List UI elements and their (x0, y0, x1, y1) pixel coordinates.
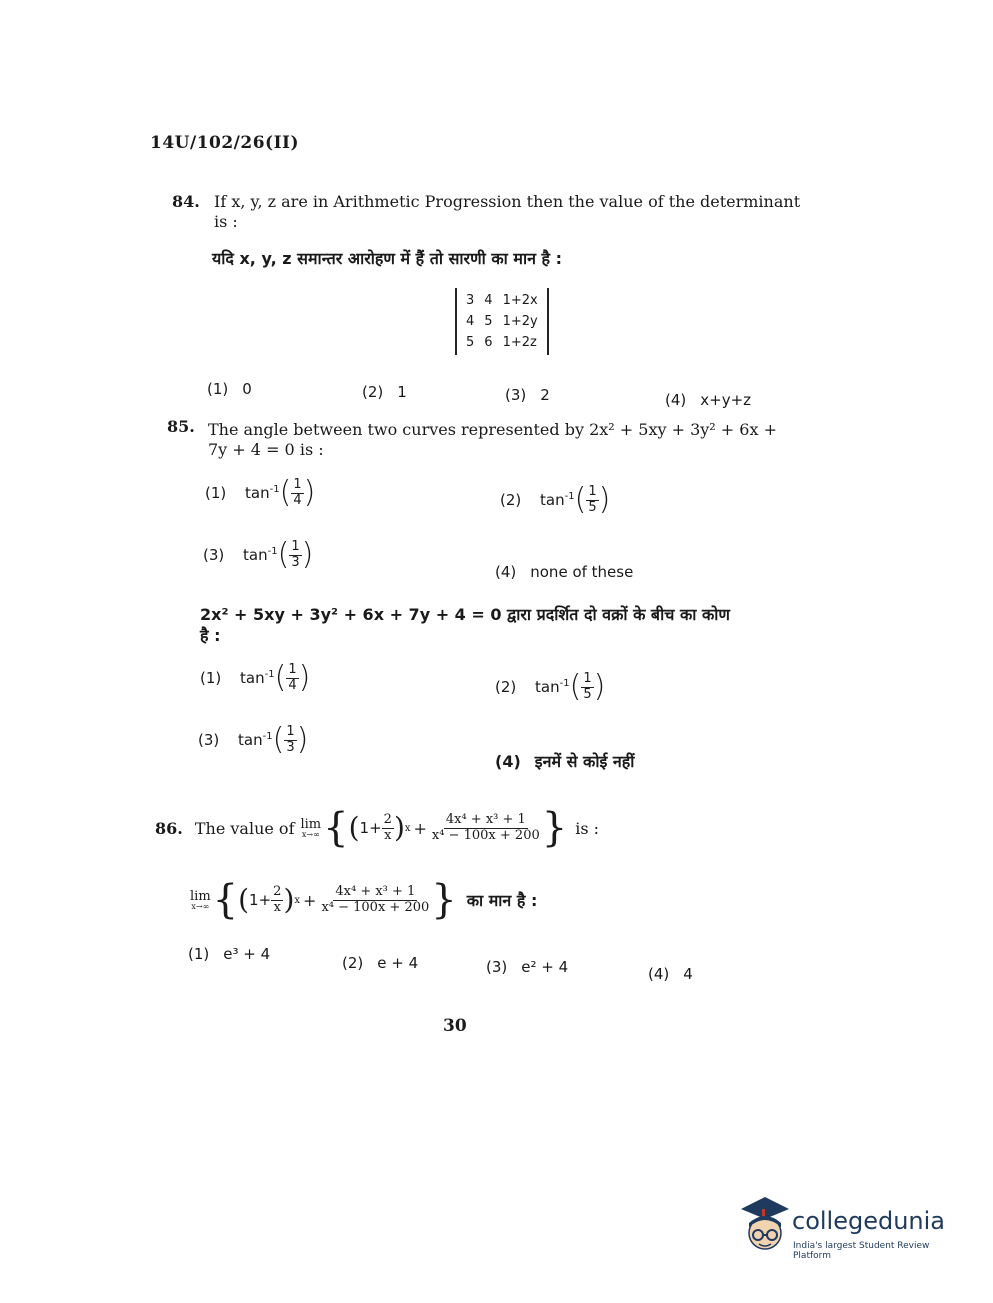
q85-option-2: (2) $\tan^{-1}$( $\frac{1}{5}$ ) (500, 482, 611, 517)
q84-hindi-text: यदि x, y, z समान्तर आरोहण में हैं तो सारणी का मान है : (212, 249, 562, 268)
q84-option-2: (2) 1 (362, 383, 407, 401)
q84-text-line1: If x, y, z are in Arithmetic Progression then the value of the determinant (214, 192, 801, 211)
paper-code: 14U/102/26(II) (150, 133, 300, 153)
q84-option-3: (3) 2 (505, 386, 550, 404)
q84-option-1: (1) 0 (207, 380, 252, 398)
q85-hindi-line2: है : (200, 626, 221, 645)
q84-text-line2: is : (214, 212, 238, 231)
q86-option-4: (4) 4 (648, 965, 693, 983)
q86-hindi-limit-expression: lim x→∞ { ( 1 + $\frac{2}{x}$ ) x + $\frac{\text{4x⁴ + x³ + 1}}{\text{x⁴ − 100x + 200}}$ } (190, 877, 457, 923)
q85-hindi-option-2: (2) $\tan^{-1}$( $\frac{1}{5}$ ) (495, 669, 606, 704)
q85-text-line2: 7y + 4 = 0 is : (208, 440, 324, 459)
q86-option-1: (1) e³ + 4 (188, 945, 271, 963)
page-number: 30 (443, 1016, 467, 1036)
q86-hindi-question (190, 877, 538, 923)
q86-option-3: (3) e² + 4 (486, 958, 569, 976)
logo-wordmark: collegedunia (792, 1207, 946, 1235)
q85-option-1: (1) $\tan^{-1}$( $\frac{1}{4}$ ) (205, 475, 316, 510)
q85-text-line1: The angle between two curves represented by 2x² + 5xy + 3y² + 6x + (208, 420, 777, 439)
logo-tagline: India's largest Student Review Platform (793, 1241, 930, 1261)
q85-hindi-option-4: (4) इनमें से कोई नहीं (495, 752, 635, 771)
q86-limit-expression: lim x→∞ { ( 1 + $\frac{2}{x}$ ) x + $\frac{\text{4x⁴ + x³ + 1}}{\text{x⁴ − 100x + 200}}$ } (300, 805, 568, 851)
q86-text-pre: The value of (194, 818, 295, 838)
q85-hindi-line1: 2x² + 5xy + 3y² + 6x + 7y + 4 = 0 द्वारा प्रदर्शित दो वक्रों के बीच का कोण (200, 605, 730, 624)
q85-option-4: (4) none of these (495, 563, 634, 581)
q85-number: 85. (167, 417, 195, 436)
q85-hindi-option-1: (1) $\tan^{-1}$( $\frac{1}{4}$ ) (200, 660, 311, 695)
q84-option-4: (4) x+y+z (665, 391, 752, 409)
q84-number: 84. (172, 192, 200, 211)
collegedunia-logo (735, 1195, 965, 1265)
q85-hindi-option-3: (3) $\tan^{-1}$( $\frac{1}{3}$ ) (198, 722, 309, 757)
q84-determinant: 3 4 1+2x 4 5 1+2y 5 6 1+2z (455, 288, 549, 355)
q85-option-3: (3) $\tan^{-1}$( $\frac{1}{3}$ ) (203, 537, 314, 572)
q86-question (155, 805, 600, 851)
q86-option-2: (2) e + 4 (342, 954, 419, 972)
q86-number: 86. (155, 818, 183, 838)
mascot-icon (735, 1195, 793, 1257)
q86-text-post: is : (575, 818, 600, 838)
q86-hindi-post: का मान है : (466, 891, 538, 910)
